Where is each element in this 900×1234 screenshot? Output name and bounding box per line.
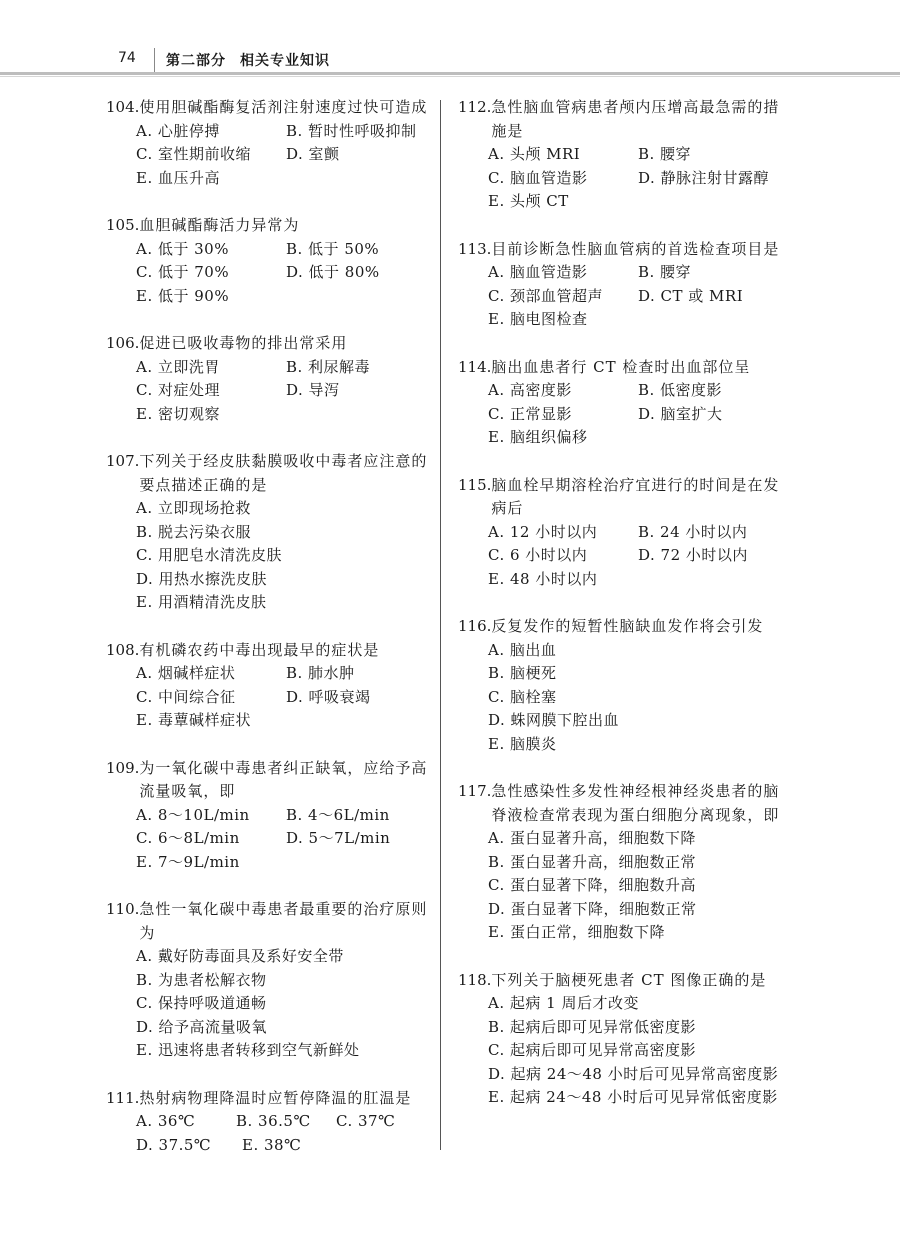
option-item: D. 给予高流量吸氧 bbox=[136, 1017, 268, 1036]
option-row bbox=[136, 167, 436, 191]
question-text: 下列关于经皮肤黏膜吸收中毒者应注意的要点描述正确的是 bbox=[139, 452, 428, 494]
option-item: C. 起病后即可见异常高密度影 bbox=[488, 1041, 696, 1059]
option-item: B. 暂时性呼吸抑制 bbox=[286, 121, 417, 140]
option-item: E. 血压升高 bbox=[136, 168, 220, 187]
option-item: B. 腰穿 bbox=[638, 263, 692, 281]
option-item: B. 24 小时以内 bbox=[638, 522, 748, 541]
question-number: 117. bbox=[458, 782, 492, 800]
option-row bbox=[136, 827, 436, 851]
question-number: 113. bbox=[458, 239, 492, 258]
option-list bbox=[458, 827, 788, 945]
option-item: E. 48 小时以内 bbox=[488, 569, 598, 588]
option-item: D. 72 小时以内 bbox=[638, 546, 748, 564]
option-row bbox=[488, 921, 788, 945]
option-item: A. 立即洗胃 bbox=[136, 357, 220, 376]
option-list bbox=[106, 945, 436, 1063]
option-item: C. 中间综合征 bbox=[136, 687, 236, 706]
option-item: A. 戴好防毒面具及系好安全带 bbox=[136, 947, 344, 965]
option-item: C. 蛋白显著下降，细胞数升高 bbox=[488, 876, 696, 894]
header-rule bbox=[0, 72, 900, 75]
question-number: 115. bbox=[458, 475, 492, 494]
option-item: E. 头颅 CT bbox=[488, 192, 569, 210]
column-divider bbox=[440, 100, 441, 1150]
option-item: D. CT 或 MRI bbox=[638, 286, 744, 305]
option-row bbox=[136, 143, 436, 167]
question-stem bbox=[106, 639, 436, 663]
option-item: D. 起病 24～48 小时后可见异常高密度影 bbox=[488, 1064, 779, 1083]
option-item: D. 蛋白显著下降，细胞数正常 bbox=[488, 899, 697, 918]
question-stem bbox=[106, 1087, 436, 1111]
question-number: 111. bbox=[106, 1088, 140, 1107]
option-item: C. 6 小时以内 bbox=[488, 546, 588, 564]
question-item bbox=[106, 332, 436, 426]
option-row bbox=[136, 969, 436, 993]
option-item: E. 毒蕈碱样症状 bbox=[136, 711, 251, 729]
option-row bbox=[488, 379, 788, 403]
option-item: B. 为患者松解衣物 bbox=[136, 970, 267, 989]
question-number: 110. bbox=[106, 900, 140, 918]
option-item: B. 低于 50% bbox=[286, 239, 380, 258]
option-item: E. 蛋白正常，细胞数下降 bbox=[488, 923, 665, 941]
question-item bbox=[458, 356, 788, 450]
question-text: 血胆碱酯酶活力异常为 bbox=[139, 216, 300, 234]
option-list bbox=[458, 143, 788, 214]
question-stem bbox=[106, 332, 436, 356]
option-list bbox=[106, 497, 436, 615]
option-item: B. 脱去污染衣服 bbox=[136, 522, 252, 541]
option-row bbox=[136, 544, 436, 568]
question-number: 105. bbox=[106, 216, 140, 234]
option-row bbox=[136, 356, 436, 380]
question-text: 反复发作的短暂性脑缺血发作将会引发 bbox=[491, 617, 764, 635]
option-item: B. 36.5℃ bbox=[236, 1112, 311, 1130]
option-item: A. 心脏停搏 bbox=[136, 121, 220, 140]
option-row bbox=[136, 992, 436, 1016]
option-row bbox=[488, 308, 788, 332]
option-row bbox=[488, 709, 788, 733]
header-rule-thin bbox=[0, 76, 900, 77]
question-number: 109. bbox=[106, 758, 140, 777]
question-text: 急性一氧化碳中毒患者最重要的治疗原则为 bbox=[139, 900, 428, 942]
question-stem bbox=[458, 474, 788, 521]
question-stem bbox=[106, 757, 436, 804]
option-row bbox=[488, 662, 788, 686]
question-stem bbox=[458, 615, 788, 639]
option-item: C. 对症处理 bbox=[136, 381, 220, 399]
part-title: 相关专业知识 bbox=[240, 53, 330, 69]
question-text: 急性感染性多发性神经根神经炎患者的脑脊液检查常表现为蛋白细胞分离现象，即 bbox=[491, 782, 780, 824]
option-row bbox=[488, 403, 788, 427]
option-item: D. 5～7L/min bbox=[286, 829, 391, 847]
option-row bbox=[136, 1134, 436, 1158]
option-row bbox=[488, 1039, 788, 1063]
option-row bbox=[136, 945, 436, 969]
option-row bbox=[488, 190, 788, 214]
option-item: E. 38℃ bbox=[242, 1135, 302, 1154]
part-label: 第二部分 bbox=[166, 53, 226, 69]
option-item: E. 用酒精清洗皮肤 bbox=[136, 593, 267, 611]
option-item: C. 脑血管造影 bbox=[488, 168, 588, 187]
option-item: E. 密切观察 bbox=[136, 404, 220, 423]
option-item: E. 脑组织偏移 bbox=[488, 428, 588, 446]
question-text: 脑血栓早期溶栓治疗宜进行的时间是在发病后 bbox=[491, 475, 780, 517]
option-row bbox=[488, 521, 788, 545]
option-row bbox=[488, 898, 788, 922]
option-row bbox=[488, 733, 788, 757]
question-item bbox=[458, 969, 788, 1110]
question-stem bbox=[458, 969, 788, 993]
option-row bbox=[136, 1110, 436, 1134]
question-text: 有机磷农药中毒出现最早的症状是 bbox=[139, 640, 380, 659]
option-item: D. 导泻 bbox=[286, 381, 340, 399]
option-list bbox=[458, 992, 788, 1110]
option-row bbox=[136, 379, 436, 403]
question-item bbox=[106, 898, 436, 1063]
option-item: D. 37.5℃ bbox=[136, 1135, 212, 1154]
option-list bbox=[106, 804, 436, 875]
question-text: 下列关于脑梗死患者 CT 图像正确的是 bbox=[491, 970, 767, 989]
question-number: 108. bbox=[106, 640, 140, 659]
question-number: 114. bbox=[458, 357, 492, 376]
option-row bbox=[488, 851, 788, 875]
option-item: A. 低于 30% bbox=[136, 239, 229, 258]
option-list bbox=[106, 356, 436, 427]
question-text: 使用胆碱酯酶复活剂注射速度过快可造成 bbox=[139, 98, 428, 116]
option-row bbox=[136, 521, 436, 545]
question-item bbox=[458, 238, 788, 332]
option-item: A. 36℃ bbox=[136, 1112, 196, 1130]
option-item: E. 7～9L/min bbox=[136, 852, 240, 871]
question-number: 107. bbox=[106, 452, 140, 470]
option-item: B. 利尿解毒 bbox=[286, 357, 371, 376]
option-item: D. 蛛网膜下腔出血 bbox=[488, 711, 620, 729]
option-item: C. 室性期前收缩 bbox=[136, 145, 251, 163]
option-row bbox=[136, 261, 436, 285]
question-item bbox=[106, 1087, 436, 1158]
option-row bbox=[488, 874, 788, 898]
option-row bbox=[136, 403, 436, 427]
option-row bbox=[488, 285, 788, 309]
option-item: A. 高密度影 bbox=[488, 381, 572, 399]
option-row bbox=[136, 497, 436, 521]
option-item: D. 呼吸衰竭 bbox=[286, 687, 371, 706]
question-stem bbox=[106, 450, 436, 497]
option-row bbox=[136, 120, 436, 144]
option-list bbox=[106, 238, 436, 309]
question-number: 118. bbox=[458, 970, 492, 989]
question-item bbox=[106, 757, 436, 875]
option-row bbox=[136, 709, 436, 733]
option-list bbox=[458, 379, 788, 450]
question-stem bbox=[106, 96, 436, 120]
option-row bbox=[488, 167, 788, 191]
section-title bbox=[166, 50, 344, 70]
option-row bbox=[488, 639, 788, 663]
option-row bbox=[488, 686, 788, 710]
question-number: 106. bbox=[106, 334, 140, 352]
question-number: 104. bbox=[106, 98, 140, 116]
question-text: 为一氧化碳中毒患者纠正缺氧，应给予高流量吸氧，即 bbox=[139, 758, 428, 800]
option-item: A. 8～10L/min bbox=[136, 805, 250, 824]
option-item: C. 低于 70% bbox=[136, 263, 230, 281]
option-row bbox=[488, 143, 788, 167]
option-item: D. 脑室扩大 bbox=[638, 404, 723, 423]
left-column bbox=[106, 96, 436, 1181]
page-number: 74 bbox=[118, 50, 136, 66]
question-stem bbox=[458, 96, 788, 143]
option-item: B. 脑梗死 bbox=[488, 664, 557, 682]
option-item: B. 4～6L/min bbox=[286, 805, 390, 824]
option-item: A. 脑出血 bbox=[488, 640, 557, 659]
option-item: E. 脑膜炎 bbox=[488, 734, 557, 753]
option-item: B. 肺水肿 bbox=[286, 664, 355, 682]
question-text: 脑出血患者行 CT 检查时出血部位呈 bbox=[491, 357, 751, 376]
question-item bbox=[106, 214, 436, 308]
option-item: B. 低密度影 bbox=[638, 381, 723, 399]
question-stem bbox=[106, 898, 436, 945]
option-item: D. 静脉注射甘露醇 bbox=[638, 168, 770, 187]
option-row bbox=[136, 686, 436, 710]
question-item bbox=[458, 474, 788, 592]
option-row bbox=[136, 285, 436, 309]
question-item bbox=[106, 96, 436, 190]
option-item: D. 用热水擦洗皮肤 bbox=[136, 569, 268, 588]
option-item: E. 脑电图检查 bbox=[488, 310, 588, 328]
question-item bbox=[458, 96, 788, 214]
option-item: C. 保持呼吸道通畅 bbox=[136, 994, 267, 1012]
question-text: 热射病物理降温时应暂停降温的肛温是 bbox=[139, 1088, 412, 1107]
option-row bbox=[488, 261, 788, 285]
option-list bbox=[458, 261, 788, 332]
question-stem bbox=[458, 238, 788, 262]
option-item: D. 低于 80% bbox=[286, 263, 380, 281]
option-item: C. 6～8L/min bbox=[136, 829, 240, 847]
option-item: C. 脑栓塞 bbox=[488, 687, 557, 706]
option-row bbox=[488, 1086, 788, 1110]
option-item: B. 蛋白显著升高，细胞数正常 bbox=[488, 852, 697, 871]
option-list bbox=[106, 1110, 436, 1157]
option-item: A. 立即现场抢救 bbox=[136, 499, 251, 517]
option-row bbox=[136, 1039, 436, 1063]
option-item: A. 蛋白显著升高，细胞数下降 bbox=[488, 829, 696, 847]
question-stem bbox=[458, 356, 788, 380]
question-text: 急性脑血管病患者颅内压增高最急需的措施是 bbox=[491, 98, 780, 140]
question-number: 116. bbox=[458, 617, 492, 635]
option-row bbox=[488, 1063, 788, 1087]
option-item: E. 迅速将患者转移到空气新鲜处 bbox=[136, 1041, 360, 1059]
option-row bbox=[488, 568, 788, 592]
option-row bbox=[488, 1016, 788, 1040]
question-stem bbox=[106, 214, 436, 238]
option-item: A. 起病 1 周后才改变 bbox=[488, 994, 639, 1012]
option-row bbox=[488, 827, 788, 851]
option-row bbox=[136, 238, 436, 262]
option-item: B. 腰穿 bbox=[638, 145, 692, 163]
option-list bbox=[458, 639, 788, 757]
option-row bbox=[136, 662, 436, 686]
option-item: D. 室颤 bbox=[286, 145, 340, 163]
option-row bbox=[136, 591, 436, 615]
question-text: 目前诊断急性脑血管病的首选检查项目是 bbox=[491, 239, 780, 258]
option-row bbox=[136, 804, 436, 828]
right-column bbox=[458, 96, 788, 1134]
option-row bbox=[136, 851, 436, 875]
option-row bbox=[136, 568, 436, 592]
option-item: A. 烟碱样症状 bbox=[136, 664, 236, 682]
option-list bbox=[106, 120, 436, 191]
option-item: B. 起病后即可见异常低密度影 bbox=[488, 1017, 697, 1036]
option-list bbox=[106, 662, 436, 733]
question-item bbox=[458, 780, 788, 945]
question-text: 促进已吸收毒物的排出常采用 bbox=[139, 334, 348, 352]
option-item: A. 脑血管造影 bbox=[488, 263, 588, 281]
option-item: E. 起病 24～48 小时后可见异常低密度影 bbox=[488, 1088, 778, 1106]
header-separator bbox=[154, 48, 155, 72]
option-item: A. 头颅 MRI bbox=[488, 145, 581, 163]
option-row bbox=[136, 1016, 436, 1040]
option-row bbox=[488, 992, 788, 1016]
option-item: C. 用肥皂水清洗皮肤 bbox=[136, 546, 282, 564]
option-row bbox=[488, 426, 788, 450]
option-item: C. 颈部血管超声 bbox=[488, 286, 603, 305]
option-item: A. 12 小时以内 bbox=[488, 522, 598, 541]
question-number: 112. bbox=[458, 98, 492, 116]
option-item: C. 37℃ bbox=[336, 1112, 396, 1130]
option-list bbox=[458, 521, 788, 592]
question-item bbox=[458, 615, 788, 756]
question-stem bbox=[458, 780, 788, 827]
option-item: C. 正常显影 bbox=[488, 404, 572, 423]
option-item: E. 低于 90% bbox=[136, 286, 230, 305]
question-item bbox=[106, 639, 436, 733]
option-row bbox=[488, 544, 788, 568]
page-header bbox=[0, 0, 900, 80]
question-item bbox=[106, 450, 436, 615]
